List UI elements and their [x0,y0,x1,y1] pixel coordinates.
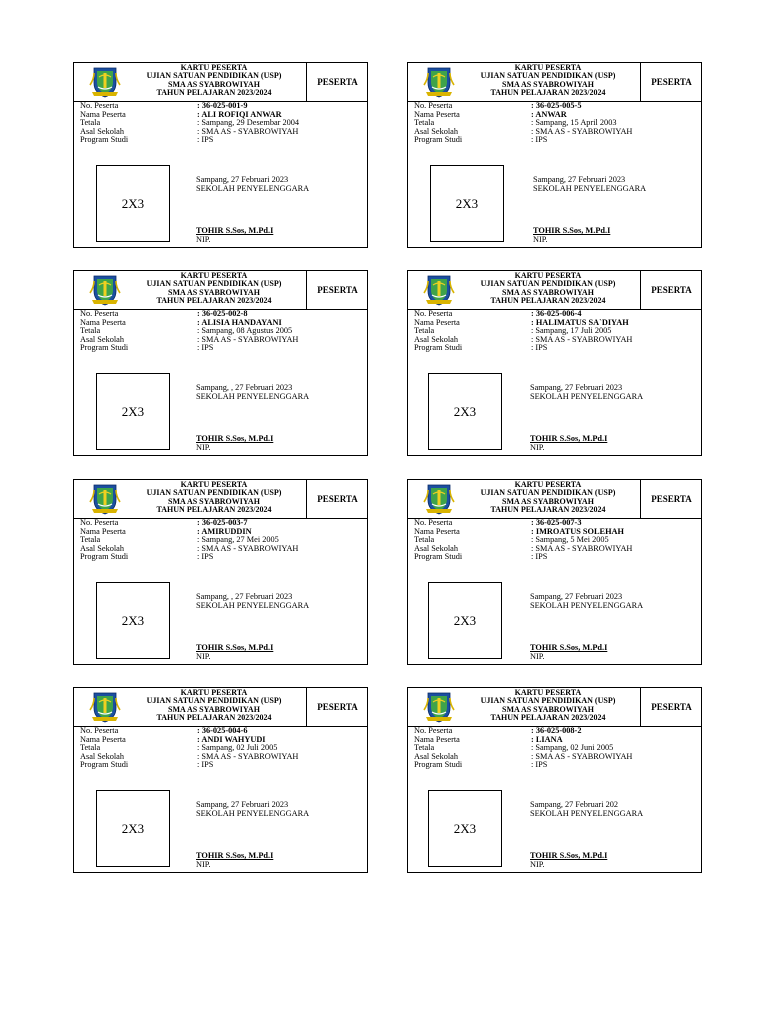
card-header [408,688,701,727]
school-name: SMA AS SYABROWIYAH [168,496,260,506]
participant-card [407,687,702,873]
school-name: SMA AS SYABROWIYAH [502,287,594,297]
label-school: Asal Sekolah [80,543,125,553]
label-number: No. Peserta [80,309,119,318]
label-school: Asal Sekolah [80,334,125,344]
issue-date: Sampang, 27 Februari 2023 [530,383,623,392]
organizer-label: SEKOLAH PENYELENGGARA [196,601,310,610]
label-school: Asal Sekolah [414,334,459,344]
participant-info [80,310,298,353]
participant-name: : ANDI WAHYUDI [197,734,266,744]
academic-year: TAHUN PELAJARAN 2023/2024 [156,713,272,723]
card-titles [460,689,636,723]
study-program: : IPS [197,760,214,770]
info-row-program [80,761,298,770]
exam-name: UJIAN SATUAN PENDIDIKAN (USP) [146,488,282,498]
issue-date: Sampang, 27 Februari 2023 [196,175,289,184]
photo-size-label: 2X3 [121,820,145,836]
regency-emblem-icon [88,65,122,98]
birth-place-date: : Sampang, 27 Mei 2005 [197,535,279,545]
card-header [74,271,367,310]
issue-place-date [533,175,646,193]
role-label: PESERTA [651,494,692,504]
label-name: Nama Peserta [414,734,460,744]
school-name: SMA AS SYABROWIYAH [502,79,594,89]
label-birth: Tetala [80,535,101,545]
signatory-name: TOHIR S.Sos, M.Pd.I [196,434,274,443]
birth-place-date: : Sampang, 29 Desembar 2004 [197,118,300,128]
participant-number: : 36-025-006-4 [531,309,582,318]
organizer-label: SEKOLAH PENYELENGGARA [530,809,644,818]
card-header [408,271,701,310]
info-row-program [80,136,299,145]
label-birth: Tetala [80,743,101,753]
exam-name: UJIAN SATUAN PENDIDIKAN (USP) [480,696,616,706]
photo-size-label: 2X3 [121,403,145,419]
regency-emblem-icon [422,65,456,98]
card-header [74,688,367,727]
card-header [74,63,367,102]
card-title: KARTU PESERTA [514,63,582,72]
issue-date: Sampang, 27 Februari 2023 [530,592,623,601]
info-row-program [414,344,632,353]
organizer-label: SEKOLAH PENYELENGGARA [530,601,644,610]
signatory [196,226,273,244]
participant-name: : IMROATUS SOLEHAH [531,526,624,536]
origin-school: : SMA AS - SYABROWIYAH [197,751,299,761]
info-row-program [80,553,298,562]
label-birth: Tetala [80,326,101,336]
birth-place-date: : Sampang, 08 Agustus 2005 [197,326,293,336]
school-name: SMA AS SYABROWIYAH [168,287,260,297]
label-number: No. Peserta [80,101,119,110]
signatory-nip: NIP. [196,860,211,869]
participant-name: : AMIRUDDIN [197,526,252,536]
role-label: PESERTA [317,702,358,712]
participant-info [414,519,632,562]
card-header [74,480,367,519]
label-program: Program Studi [414,552,463,562]
role-box [640,63,702,101]
label-name: Nama Peserta [80,317,126,327]
photo-placeholder [428,373,502,450]
label-birth: Tetala [414,326,435,336]
label-school: Asal Sekolah [80,126,125,136]
study-program: : IPS [197,135,214,145]
card-title: KARTU PESERTA [514,688,582,697]
role-box [306,63,368,101]
role-label: PESERTA [317,494,358,504]
participant-card [407,479,702,665]
organizer-label: SEKOLAH PENYELENGGARA [196,184,310,193]
photo-size-label: 2X3 [121,195,145,211]
signatory [530,434,607,452]
exam-name: UJIAN SATUAN PENDIDIKAN (USP) [480,488,616,498]
participant-number: : 36-025-005-5 [531,101,582,110]
photo-size-label: 2X3 [453,612,477,628]
birth-place-date: : Sampang, 02 Juni 2005 [531,743,614,753]
participant-card [73,479,368,665]
exam-name: UJIAN SATUAN PENDIDIKAN (USP) [480,71,616,81]
role-box [640,480,702,518]
signatory-name: TOHIR S.Sos, M.Pd.I [196,643,274,652]
origin-school: : SMA AS - SYABROWIYAH [197,334,299,344]
info-row-program [414,553,632,562]
label-name: Nama Peserta [414,109,460,119]
photo-placeholder [96,582,170,659]
regency-emblem-icon [88,482,122,515]
role-box [640,271,702,309]
label-name: Nama Peserta [414,317,460,327]
birth-place-date: : Sampang, 17 Juli 2005 [531,326,612,336]
label-program: Program Studi [80,343,129,353]
label-program: Program Studi [414,343,463,353]
label-number: No. Peserta [414,726,453,735]
card-titles [460,481,636,515]
signatory [196,434,273,452]
regency-emblem-icon [422,690,456,723]
organizer-label: SEKOLAH PENYELENGGARA [196,392,310,401]
participant-card [73,687,368,873]
issue-place-date [196,592,309,610]
card-title: KARTU PESERTA [180,480,248,489]
label-name: Nama Peserta [414,526,460,536]
participant-number: : 36-025-008-2 [531,726,582,735]
exam-name: UJIAN SATUAN PENDIDIKAN (USP) [146,71,282,81]
signatory-nip: NIP. [533,235,548,244]
card-title: KARTU PESERTA [180,63,248,72]
study-program: : IPS [531,552,548,562]
photo-placeholder [96,373,170,450]
role-box [306,688,368,726]
birth-place-date: : Sampang, 02 Juli 2005 [197,743,278,753]
participant-name: : LIANA [531,734,563,744]
origin-school: : SMA AS - SYABROWIYAH [531,334,633,344]
card-titles [126,481,302,515]
issue-place-date [530,592,643,610]
role-label: PESERTA [651,77,692,87]
label-birth: Tetala [414,743,435,753]
exam-name: UJIAN SATUAN PENDIDIKAN (USP) [480,279,616,289]
participant-name: : HALIMATUS SA`DIYAH [531,317,629,327]
signatory-nip: NIP. [530,860,545,869]
photo-placeholder [428,582,502,659]
issue-place-date [530,800,643,818]
label-program: Program Studi [414,135,463,145]
info-row-program [80,344,298,353]
participant-info [80,519,298,562]
signatory-nip: NIP. [196,652,211,661]
signatory-nip: NIP. [196,443,211,452]
participant-info [80,102,299,145]
photo-placeholder [430,165,504,242]
photo-size-label: 2X3 [121,612,145,628]
card-title: KARTU PESERTA [514,480,582,489]
origin-school: : SMA AS - SYABROWIYAH [197,543,299,553]
participant-number: : 36-025-007-3 [531,518,582,527]
issue-place-date [196,383,309,401]
label-program: Program Studi [80,760,129,770]
card-titles [460,272,636,306]
label-birth: Tetala [80,118,101,128]
signatory-name: TOHIR S.Sos, M.Pd.I [530,643,608,652]
issue-date: Sampang, 27 Februari 2023 [533,175,626,184]
card-title: KARTU PESERTA [180,688,248,697]
role-label: PESERTA [317,285,358,295]
card-header [408,480,701,519]
photo-placeholder [96,790,170,867]
birth-place-date: : Sampang, 15 April 2003 [531,118,617,128]
school-name: SMA AS SYABROWIYAH [502,496,594,506]
issue-place-date [196,175,309,193]
card-header [408,63,701,102]
participant-number: : 36-025-004-6 [197,726,248,735]
study-program: : IPS [531,760,548,770]
school-name: SMA AS SYABROWIYAH [168,704,260,714]
signatory [530,643,607,661]
label-school: Asal Sekolah [414,543,459,553]
participant-number: : 36-025-001-9 [197,101,248,110]
exam-name: UJIAN SATUAN PENDIDIKAN (USP) [146,696,282,706]
photo-placeholder [428,790,502,867]
issue-place-date [530,383,643,401]
regency-emblem-icon [88,690,122,723]
issue-date: Sampang, , 27 Februari 2023 [196,383,293,392]
origin-school: : SMA AS - SYABROWIYAH [531,751,633,761]
signatory-nip: NIP. [196,235,211,244]
label-number: No. Peserta [80,518,119,527]
role-box [306,480,368,518]
academic-year: TAHUN PELAJARAN 2023/2024 [156,505,272,515]
role-box [640,688,702,726]
signatory [530,851,607,869]
participant-card [407,62,702,248]
label-number: No. Peserta [414,101,453,110]
participant-card [73,62,368,248]
signatory-name: TOHIR S.Sos, M.Pd.I [530,434,608,443]
school-name: SMA AS SYABROWIYAH [168,79,260,89]
participant-name: : ALISIA HANDAYANI [197,317,282,327]
study-program: : IPS [531,343,548,353]
participant-info [80,727,298,770]
role-box [306,271,368,309]
participant-info [414,727,632,770]
study-program: : IPS [197,552,214,562]
label-school: Asal Sekolah [414,126,459,136]
photo-placeholder [96,165,170,242]
birth-place-date: : Sampang, 5 Mei 2005 [531,535,609,545]
academic-year: TAHUN PELAJARAN 2023/2024 [490,88,606,98]
participant-number: : 36-025-002-8 [197,309,248,318]
study-program: : IPS [197,343,214,353]
signatory-name: TOHIR S.Sos, M.Pd.I [196,226,274,235]
organizer-label: SEKOLAH PENYELENGGARA [533,184,647,193]
signatory [196,643,273,661]
label-number: No. Peserta [414,518,453,527]
photo-size-label: 2X3 [455,195,479,211]
signatory-name: TOHIR S.Sos, M.Pd.I [530,851,608,860]
photo-size-label: 2X3 [453,403,477,419]
issue-date: Sampang, , 27 Februari 2023 [196,592,293,601]
issue-date: Sampang, 27 Februari 202 [530,800,619,809]
origin-school: : SMA AS - SYABROWIYAH [531,126,633,136]
school-name: SMA AS SYABROWIYAH [502,704,594,714]
signatory [196,851,273,869]
academic-year: TAHUN PELAJARAN 2023/2024 [156,88,272,98]
label-number: No. Peserta [414,309,453,318]
signatory-nip: NIP. [530,443,545,452]
academic-year: TAHUN PELAJARAN 2023/2024 [490,713,606,723]
photo-size-label: 2X3 [453,820,477,836]
signatory-name: TOHIR S.Sos, M.Pd.I [196,851,274,860]
participant-info [414,310,632,353]
card-title: KARTU PESERTA [180,271,248,280]
label-number: No. Peserta [80,726,119,735]
issue-place-date [196,800,309,818]
regency-emblem-icon [422,482,456,515]
label-school: Asal Sekolah [414,751,459,761]
role-label: PESERTA [317,77,358,87]
exam-name: UJIAN SATUAN PENDIDIKAN (USP) [146,279,282,289]
organizer-label: SEKOLAH PENYELENGGARA [196,809,310,818]
signatory-name: TOHIR S.Sos, M.Pd.I [533,226,611,235]
participant-card [73,270,368,456]
academic-year: TAHUN PELAJARAN 2023/2024 [490,296,606,306]
issue-date: Sampang, 27 Februari 2023 [196,800,289,809]
participant-number: : 36-025-003-7 [197,518,248,527]
role-label: PESERTA [651,702,692,712]
academic-year: TAHUN PELAJARAN 2023/2024 [490,505,606,515]
label-birth: Tetala [414,118,435,128]
card-titles [126,272,302,306]
signatory-nip: NIP. [530,652,545,661]
signatory [533,226,610,244]
label-name: Nama Peserta [80,526,126,536]
origin-school: : SMA AS - SYABROWIYAH [531,543,633,553]
role-label: PESERTA [651,285,692,295]
participant-name: : ALI ROFIQI ANWAR [197,109,282,119]
info-row-program [414,136,632,145]
participant-info [414,102,632,145]
info-row-program [414,761,632,770]
card-title: KARTU PESERTA [514,271,582,280]
regency-emblem-icon [422,273,456,306]
organizer-label: SEKOLAH PENYELENGGARA [530,392,644,401]
card-titles [126,689,302,723]
label-birth: Tetala [414,535,435,545]
participant-card [407,270,702,456]
label-program: Program Studi [80,135,129,145]
regency-emblem-icon [88,273,122,306]
label-name: Nama Peserta [80,109,126,119]
study-program: : IPS [531,135,548,145]
label-program: Program Studi [80,552,129,562]
label-name: Nama Peserta [80,734,126,744]
label-school: Asal Sekolah [80,751,125,761]
participant-name: : ANWAR [531,109,567,119]
card-titles [126,64,302,98]
academic-year: TAHUN PELAJARAN 2023/2024 [156,296,272,306]
card-titles [460,64,636,98]
origin-school: : SMA AS - SYABROWIYAH [197,126,299,136]
label-program: Program Studi [414,760,463,770]
